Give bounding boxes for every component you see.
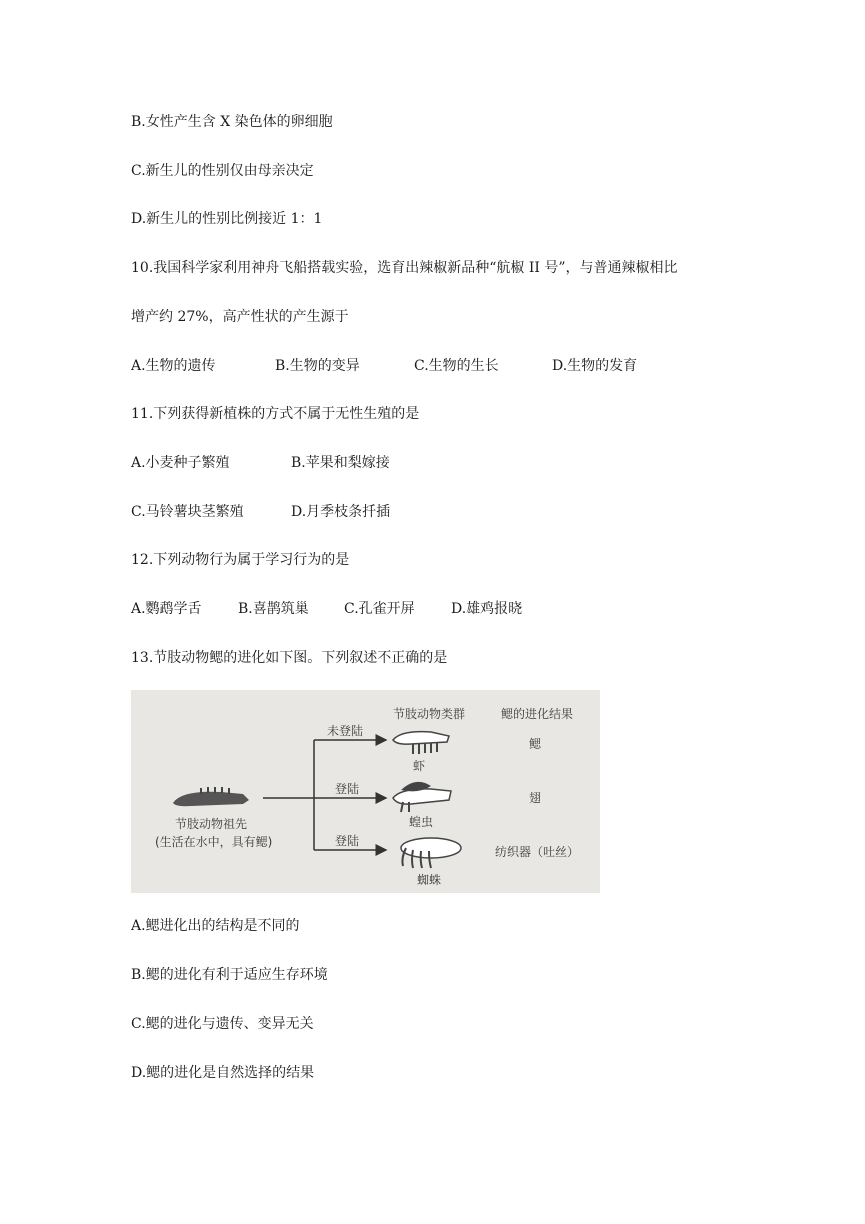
q9-option-c: C.新生儿的性别仅由母亲决定 [131, 163, 314, 179]
result-gill: 鳃 [529, 737, 542, 751]
ancestor-label-2: (生活在水中，具有鳃) [155, 835, 273, 849]
ancestor-label-1: 节肢动物祖先 [175, 817, 248, 831]
q12-option-a: A.鹦鹉学舌 [131, 601, 202, 617]
q13-option-d: D.鳃的进化是自然选择的结果 [131, 1065, 315, 1081]
q12-stem: 12.下列动物行为属于学习行为的是 [131, 552, 350, 568]
q11-stem: 11.下列获得新植株的方式不属于无性生殖的是 [131, 406, 420, 422]
header-gill-result: 鳃的进化结果 [501, 707, 574, 721]
q13-stem: 13.节肢动物鳃的进化如下图。下列叙述不正确的是 [131, 650, 448, 666]
result-spinneret: 纺织器（吐丝） [495, 845, 580, 859]
gill-evolution-figure [131, 690, 600, 893]
q10-option-a: A.生物的遗传 [131, 358, 216, 374]
q9-option-b: B.女性产生含 X 染色体的卵细胞 [131, 114, 333, 130]
ancestor-arthropod-icon [173, 787, 249, 806]
q12-option-b: B.喜鹊筑巢 [238, 601, 309, 617]
branch-2-label: 登陆 [335, 782, 360, 796]
q10-option-c: C.生物的生长 [414, 358, 499, 374]
q12-option-c: C.孔雀开屏 [344, 601, 415, 617]
q10-option-b: B.生物的变异 [275, 358, 360, 374]
q10-option-d: D.生物的发育 [552, 358, 638, 374]
result-wing: 翅 [529, 791, 542, 805]
shrimp-icon [393, 732, 449, 754]
animal-shrimp-label: 虾 [413, 759, 426, 773]
branch-3-label: 登陆 [335, 834, 360, 848]
q11-option-a: A.小麦种子繁殖 [131, 455, 230, 471]
header-arthropod-group: 节肢动物类群 [393, 707, 466, 721]
spider-icon [401, 838, 461, 868]
q10-stem-line-2: 增产约 27%，高产性状的产生源于 [131, 309, 349, 325]
q13-option-c: C.鳃的进化与遗传、变异无关 [131, 1016, 314, 1032]
q12-option-d: D.雄鸡报晓 [451, 601, 523, 617]
q9-option-d: D.新生儿的性别比例接近 1：1 [131, 211, 323, 227]
q10-stem-line-1: 10.我国科学家利用神舟飞船搭载实验，选育出辣椒新品种“航椒 II 号”，与普通辣椒相比 [131, 260, 678, 276]
locust-icon [393, 782, 451, 812]
animal-spider-label: 蜘蛛 [417, 873, 442, 887]
branch-1-label: 未登陆 [327, 724, 364, 738]
q11-option-d: D.月季枝条扦插 [291, 504, 391, 520]
q11-option-c: C.马铃薯块茎繁殖 [131, 504, 244, 520]
q13-option-a: A.鳃进化出的结构是不同的 [131, 918, 300, 934]
q13-option-b: B.鳃的进化有利于适应生存环境 [131, 967, 328, 983]
q11-option-b: B.苹果和梨嫁接 [291, 455, 390, 471]
animal-locust-label: 蝗虫 [409, 815, 434, 829]
